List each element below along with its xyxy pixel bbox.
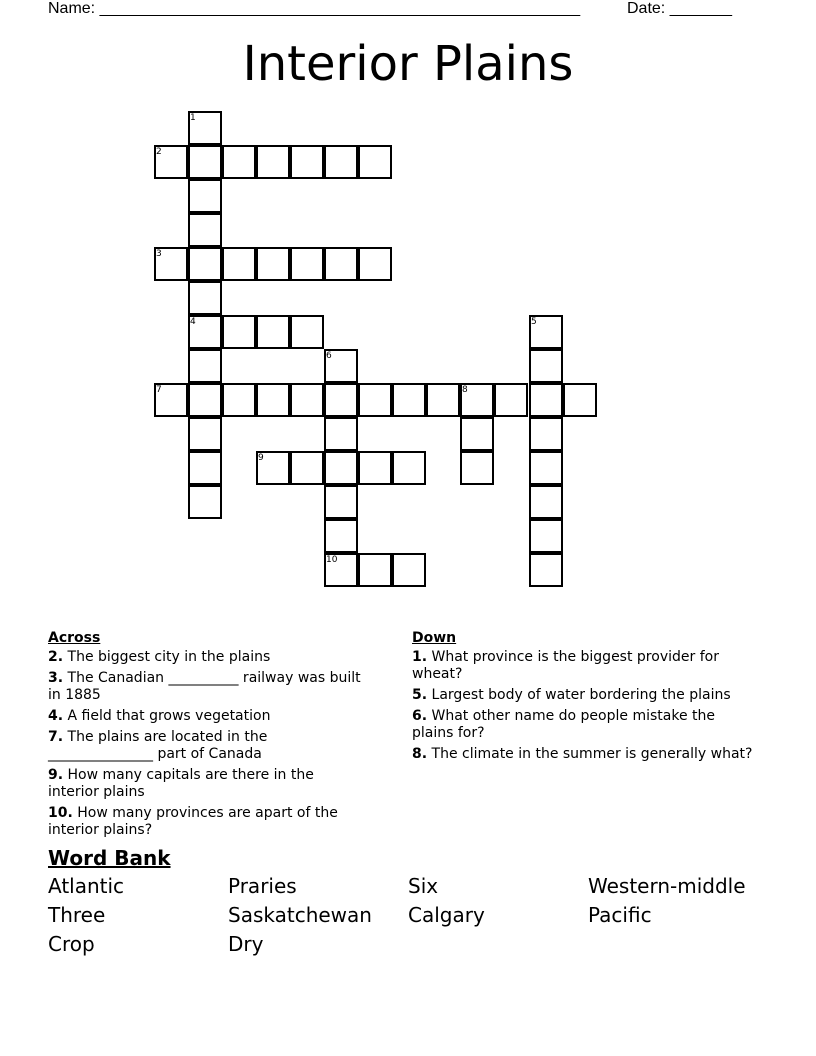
- grid-cell[interactable]: [392, 383, 426, 417]
- clue-number-label: 5.: [412, 687, 428, 703]
- across-clues: [48, 630, 368, 843]
- grid-cell[interactable]: [324, 145, 358, 179]
- word-bank-word: Saskatchewan: [228, 903, 372, 927]
- grid-cell[interactable]: [358, 451, 392, 485]
- clue-number: 9: [258, 453, 264, 463]
- word-bank-word: Dry: [228, 932, 264, 956]
- grid-cell[interactable]: [529, 349, 563, 383]
- clue-number-label: 9.: [48, 767, 64, 783]
- grid-cell[interactable]: [358, 383, 392, 417]
- grid-cell[interactable]: [324, 451, 358, 485]
- clue-number-label: 6.: [412, 708, 428, 724]
- grid-cell[interactable]: [358, 553, 392, 587]
- grid-cell[interactable]: [529, 553, 563, 587]
- clue-number-label: 7.: [48, 729, 64, 745]
- name-field: Name: ______________________________________________________: [48, 0, 581, 17]
- grid-cell[interactable]: [324, 247, 358, 281]
- down-heading: Down: [412, 630, 457, 646]
- across-clue: [48, 729, 368, 763]
- date-field: Date: _______: [627, 0, 732, 17]
- grid-cell[interactable]: [222, 315, 256, 349]
- grid-cell[interactable]: [222, 247, 256, 281]
- grid-cell[interactable]: [188, 281, 222, 315]
- word-bank-word: Crop: [48, 932, 95, 956]
- grid-cell[interactable]: [222, 145, 256, 179]
- clue-text: The biggest city in the plains: [63, 649, 271, 665]
- down-clue: [412, 746, 757, 763]
- grid-cell[interactable]: [529, 383, 563, 417]
- across-clue: [48, 649, 368, 666]
- down-clue: [412, 708, 757, 742]
- clue-number-label: 1.: [412, 649, 428, 665]
- grid-cell[interactable]: [529, 519, 563, 553]
- clue-text: How many provinces are apart of the interior plains?: [48, 805, 338, 838]
- clue-text: The plains are located in the _______________ part of Canada: [48, 729, 268, 762]
- across-clue: [48, 767, 368, 801]
- across-heading: Across: [48, 630, 101, 646]
- word-bank-word: Three: [48, 903, 106, 927]
- grid-cell[interactable]: [256, 247, 290, 281]
- grid-cell[interactable]: [392, 451, 426, 485]
- word-bank-word: Western-middle: [588, 874, 746, 898]
- grid-cell[interactable]: [358, 247, 392, 281]
- clue-number-label: 10.: [48, 805, 73, 821]
- clue-number: 7: [156, 385, 162, 395]
- grid-cell[interactable]: [426, 383, 460, 417]
- clue-number-label: 2.: [48, 649, 64, 665]
- grid-cell[interactable]: [494, 383, 528, 417]
- clue-number-label: 3.: [48, 670, 64, 686]
- grid-cell[interactable]: [529, 417, 563, 451]
- grid-cell[interactable]: [188, 247, 222, 281]
- grid-cell[interactable]: [290, 247, 324, 281]
- down-clue: [412, 649, 757, 683]
- clue-number-label: 8.: [412, 746, 428, 762]
- clue-number-label: 4.: [48, 708, 64, 724]
- word-bank-title: Word Bank: [48, 846, 171, 870]
- clue-number: 3: [156, 249, 162, 259]
- clue-text: Largest body of water bordering the plains: [427, 687, 731, 703]
- grid-cell[interactable]: [188, 417, 222, 451]
- grid-cell[interactable]: [188, 179, 222, 213]
- grid-cell[interactable]: [460, 451, 494, 485]
- clue-number: 10: [326, 555, 338, 565]
- grid-cell[interactable]: [256, 315, 290, 349]
- word-bank-word: Six: [408, 874, 439, 898]
- grid-cell[interactable]: [188, 451, 222, 485]
- grid-cell[interactable]: [290, 315, 324, 349]
- grid-cell[interactable]: [256, 145, 290, 179]
- grid-cell[interactable]: [290, 451, 324, 485]
- clue-number: 8: [462, 385, 468, 395]
- across-clue: [48, 805, 368, 839]
- word-bank-word: Calgary: [408, 903, 485, 927]
- clue-number: 2: [156, 147, 162, 157]
- clue-text: What other name do people mistake the plains for?: [412, 708, 715, 741]
- down-clues: [412, 630, 757, 767]
- grid-cell[interactable]: [290, 383, 324, 417]
- grid-cell[interactable]: [529, 485, 563, 519]
- grid-cell[interactable]: [563, 383, 597, 417]
- grid-cell[interactable]: [188, 145, 222, 179]
- clue-text: What province is the biggest provider for wheat?: [412, 649, 719, 682]
- grid-cell[interactable]: [529, 451, 563, 485]
- grid-cell[interactable]: [324, 485, 358, 519]
- grid-cell[interactable]: [222, 383, 256, 417]
- grid-cell[interactable]: [358, 145, 392, 179]
- clue-number: 5: [531, 317, 537, 327]
- grid-cell[interactable]: [324, 417, 358, 451]
- grid-cell[interactable]: [324, 519, 358, 553]
- grid-cell[interactable]: [188, 213, 222, 247]
- clue-number: 1: [190, 113, 196, 123]
- clue-text: A field that grows vegetation: [63, 708, 271, 724]
- grid-cell[interactable]: [324, 383, 358, 417]
- clue-text: How many capitals are there in the interior plains: [48, 767, 314, 800]
- grid-cell[interactable]: [256, 383, 290, 417]
- word-bank-word: Atlantic: [48, 874, 125, 898]
- clue-text: The climate in the summer is generally what?: [427, 746, 753, 762]
- word-bank-word: Pacific: [588, 903, 652, 927]
- grid-cell[interactable]: [188, 485, 222, 519]
- word-bank-word: Praries: [228, 874, 297, 898]
- across-clue: [48, 670, 368, 704]
- clue-number: 4: [190, 317, 196, 327]
- grid-cell[interactable]: [392, 553, 426, 587]
- grid-cell[interactable]: [460, 417, 494, 451]
- grid-cell[interactable]: [290, 145, 324, 179]
- clue-text: The Canadian __________ railway was built in 1885: [48, 670, 361, 703]
- grid-cell[interactable]: [188, 349, 222, 383]
- grid-cell[interactable]: [188, 383, 222, 417]
- clue-number: 6: [326, 351, 332, 361]
- page-title: Interior Plains: [242, 36, 574, 92]
- down-clue: [412, 687, 757, 704]
- across-clue: [48, 708, 368, 725]
